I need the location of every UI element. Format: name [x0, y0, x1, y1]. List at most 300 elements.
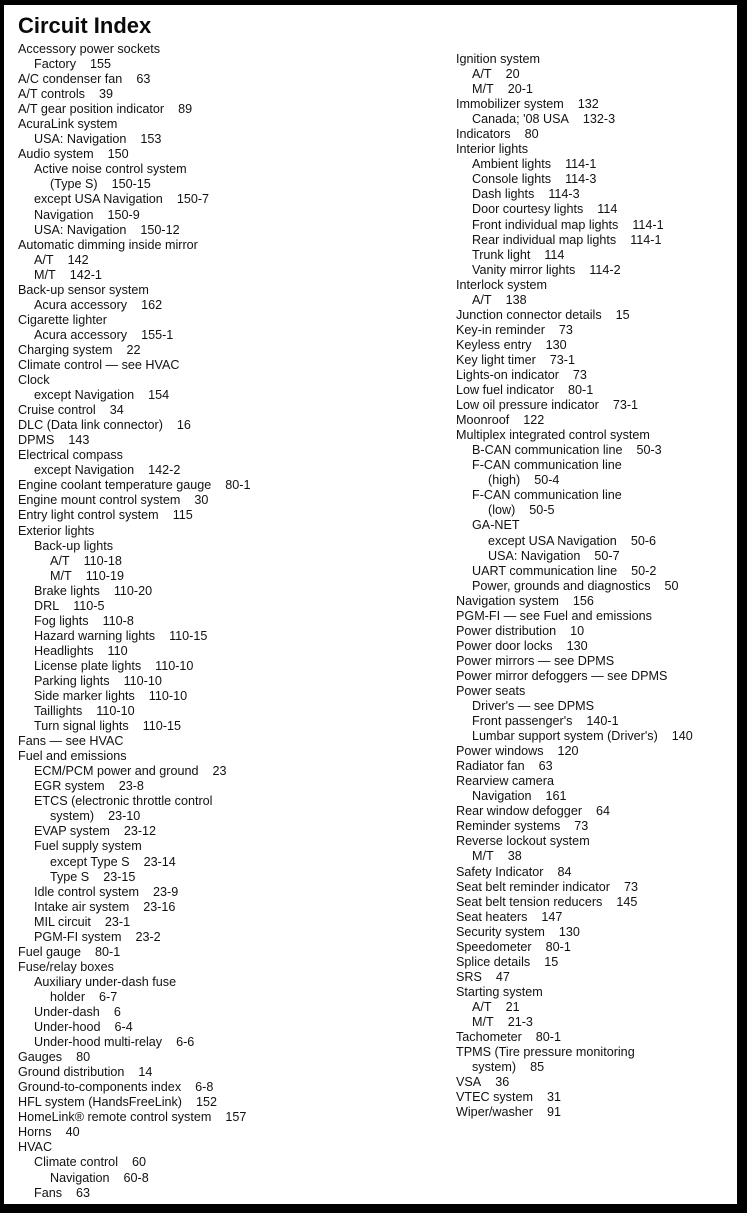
- index-entry: [18, 373, 438, 388]
- entry-text: Climate control — see HVAC: [18, 357, 180, 372]
- index-entry: [456, 624, 736, 639]
- entry-page-number: 120: [557, 744, 579, 759]
- index-entry: [18, 1125, 438, 1140]
- entry-text: except USA Navigation: [488, 533, 617, 548]
- entry-text: Canada; '08 USA: [472, 112, 569, 127]
- entry-text: Interior lights: [456, 142, 529, 157]
- entry-text: (low): [488, 503, 516, 518]
- entry-text: Idle control system: [34, 884, 139, 899]
- entry-text: Under-hood: [34, 1020, 101, 1035]
- index-entry: [18, 779, 438, 794]
- entry-text: VSA: [456, 1075, 482, 1090]
- entry-text: Lights-on indicator: [456, 367, 559, 382]
- entry-text: Low oil pressure indicator: [456, 398, 599, 413]
- entry-page-number: 10: [570, 623, 585, 638]
- index-entry: [18, 1095, 438, 1110]
- index-entry: [456, 579, 736, 594]
- entry-page-number: 73: [558, 322, 573, 337]
- index-entry: [456, 218, 736, 233]
- entry-page-number: 145: [616, 894, 638, 909]
- entry-text: Power mirror defoggers — see DPMS: [456, 668, 668, 683]
- entry-text: SRS: [456, 969, 482, 984]
- entry-page-number: 63: [76, 1185, 91, 1200]
- entry-page-number: 140: [671, 729, 693, 744]
- index-entry: [456, 1105, 736, 1120]
- index-entry: [18, 960, 438, 975]
- entry-text: Fog lights: [34, 613, 89, 628]
- entry-text: system): [50, 809, 95, 824]
- entry-text: UART communication line: [472, 563, 618, 578]
- entry-text: TPMS (Tire pressure monitoring: [456, 1045, 635, 1060]
- index-entry: [18, 1050, 438, 1065]
- index-entry: [18, 870, 438, 885]
- entry-text: Navigation system: [456, 593, 559, 608]
- index-entry: [18, 72, 438, 87]
- index-entry: [18, 57, 438, 72]
- entry-text: Side marker lights: [34, 689, 135, 704]
- index-entry: [18, 117, 438, 132]
- entry-text: USA: Navigation: [488, 548, 581, 563]
- entry-text: Door courtesy lights: [472, 202, 584, 217]
- entry-page-number: 154: [148, 388, 170, 403]
- entry-page-number: 20-1: [507, 82, 533, 97]
- entry-page-number: 110-10: [123, 673, 162, 688]
- entry-page-number: 147: [541, 909, 563, 924]
- entry-page-number: 110-10: [96, 704, 135, 719]
- entry-page-number: 130: [545, 337, 567, 352]
- index-entry: [456, 323, 736, 338]
- entry-text: Turn signal lights: [34, 719, 129, 734]
- index-entry: [18, 719, 438, 734]
- entry-text: A/T gear position indicator: [18, 102, 165, 117]
- index-entry: [456, 1030, 736, 1045]
- index-entry: [18, 1110, 438, 1125]
- entry-page-number: 110-15: [142, 719, 182, 734]
- entry-page-number: 73-1: [612, 398, 639, 413]
- index-entry: [18, 177, 438, 192]
- entry-text: ECM/PCM power and ground: [34, 764, 199, 779]
- entry-text: Intake air system: [34, 899, 130, 914]
- index-entry: [456, 609, 736, 624]
- entry-page-number: 14: [138, 1065, 153, 1080]
- index-entry: [18, 358, 438, 373]
- entry-text: F-CAN communication line: [472, 458, 622, 473]
- entry-page-number: 80: [524, 127, 539, 142]
- entry-text: B-CAN communication line: [472, 443, 623, 458]
- entry-page-number: 152: [196, 1095, 218, 1110]
- index-entry: [456, 338, 736, 353]
- entry-text: M/T: [50, 568, 72, 583]
- index-entry: [18, 42, 438, 57]
- entry-text: EGR system: [34, 779, 105, 794]
- entry-text: A/T: [472, 292, 492, 307]
- index-entry: [456, 865, 736, 880]
- entry-text: Power seats: [456, 683, 526, 698]
- entry-text: Cigarette lighter: [18, 312, 107, 327]
- entry-page-number: 73: [624, 879, 639, 894]
- index-entry: [456, 52, 736, 67]
- index-entry: [18, 749, 438, 764]
- index-entry: [456, 819, 736, 834]
- index-entry: [18, 283, 438, 298]
- entry-text: Wiper/washer: [456, 1105, 533, 1120]
- index-entry: [456, 1075, 736, 1090]
- entry-text: Moonroof: [456, 413, 510, 428]
- entry-page-number: 114-2: [589, 262, 621, 277]
- entry-text: Fuel and emissions: [18, 749, 127, 764]
- entry-page-number: 80: [76, 1050, 91, 1065]
- index-entry: [456, 654, 736, 669]
- entry-text: DRL: [34, 598, 60, 613]
- entry-page-number: 50-5: [529, 503, 555, 518]
- entry-page-number: 155-1: [141, 327, 174, 342]
- entry-page-number: 30: [194, 493, 209, 508]
- index-entry: [18, 659, 438, 674]
- entry-page-number: 20: [505, 67, 520, 82]
- index-entry: [18, 1080, 438, 1095]
- entry-page-number: 23-12: [123, 824, 157, 839]
- entry-page-number: 23-15: [103, 869, 136, 884]
- entry-text: DLC (Data link connector): [18, 418, 163, 433]
- index-entry: [18, 900, 438, 915]
- index-entry: [18, 1155, 438, 1170]
- index-entry: [18, 343, 438, 358]
- entry-page-number: 80-1: [95, 944, 121, 959]
- entry-page-number: 150-15: [111, 177, 151, 192]
- entry-page-number: 23-2: [135, 929, 161, 944]
- entry-text: except Navigation: [34, 463, 135, 478]
- entry-page-number: 60: [132, 1155, 147, 1170]
- entry-page-number: 34: [109, 403, 124, 418]
- entry-text: Acura accessory: [34, 327, 128, 342]
- entry-text: (high): [488, 473, 521, 488]
- index-entry: [456, 564, 736, 579]
- index-entry: [456, 187, 736, 202]
- entry-text: Electrical compass: [18, 448, 123, 463]
- entry-text: Navigation: [34, 207, 94, 222]
- index-entry: [18, 253, 438, 268]
- entry-page-number: 110-8: [102, 613, 134, 628]
- entry-page-number: 85: [530, 1060, 545, 1075]
- index-entry: [456, 383, 736, 398]
- entry-page-number: 23-8: [118, 779, 144, 794]
- entry-text: Taillights: [34, 704, 83, 719]
- entry-text: Power distribution: [456, 623, 557, 638]
- entry-text: Acura accessory: [34, 297, 128, 312]
- index-entry: [456, 278, 736, 293]
- entry-text: Starting system: [456, 984, 543, 999]
- entry-text: Interlock system: [456, 277, 547, 292]
- index-entry: [18, 418, 438, 433]
- entry-page-number: 6-4: [114, 1020, 133, 1035]
- index-entry: [456, 534, 736, 549]
- index-entry: [456, 97, 736, 112]
- entry-page-number: 23-10: [108, 809, 141, 824]
- entry-text: Safety Indicator: [456, 864, 544, 879]
- entry-page-number: 15: [615, 307, 630, 322]
- right-index-column: [456, 52, 736, 1120]
- entry-page-number: 80-1: [535, 1030, 562, 1045]
- entry-text: EVAP system: [34, 824, 110, 839]
- index-entry: [18, 554, 438, 569]
- index-entry: [456, 142, 736, 157]
- index-entry: [18, 569, 438, 584]
- entry-page-number: 110-19: [85, 568, 124, 583]
- entry-page-number: 110-15: [169, 628, 208, 643]
- entry-page-number: 23-16: [143, 899, 176, 914]
- index-entry: [456, 413, 736, 428]
- entry-text: Junction connector details: [456, 307, 602, 322]
- index-entry: [456, 518, 736, 533]
- entry-text: Rearview camera: [456, 774, 554, 789]
- entry-text: Hazard warning lights: [34, 628, 156, 643]
- index-entry: [456, 895, 736, 910]
- entry-text: Accessory power sockets: [18, 42, 161, 56]
- index-entry: [18, 644, 438, 659]
- entry-text: License plate lights: [34, 658, 142, 673]
- entry-text: Fans — see HVAC: [18, 734, 124, 749]
- entry-text: Ambient lights: [472, 157, 552, 172]
- entry-text: Reverse lockout system: [456, 834, 590, 849]
- entry-text: A/C condenser fan: [18, 72, 123, 87]
- entry-text: Reminder systems: [456, 819, 561, 834]
- entry-page-number: 114: [544, 247, 565, 262]
- entry-text: except Type S: [50, 854, 130, 869]
- entry-text: Horns: [18, 1125, 52, 1140]
- entry-text: Immobilizer system: [456, 97, 564, 112]
- index-entry: [456, 699, 736, 714]
- entry-page-number: 140-1: [586, 714, 619, 729]
- index-entry: [456, 880, 736, 895]
- entry-text: Key-in reminder: [456, 322, 545, 337]
- entry-text: Engine mount control system: [18, 493, 181, 508]
- index-entry: [456, 549, 736, 564]
- entry-page-number: 15: [544, 954, 559, 969]
- entry-text: AcuraLink system: [18, 117, 118, 132]
- entry-text: Radiator fan: [456, 759, 525, 774]
- entry-page-number: 50: [664, 578, 679, 593]
- entry-page-number: 64: [596, 804, 611, 819]
- entry-page-number: 80-1: [568, 383, 594, 398]
- entry-text: Factory: [34, 57, 76, 72]
- entry-page-number: 153: [140, 132, 162, 147]
- index-entry: [18, 539, 438, 554]
- entry-page-number: 36: [495, 1075, 510, 1090]
- entry-page-number: 22: [126, 342, 141, 357]
- index-entry: [18, 388, 438, 403]
- entry-page-number: 21-3: [507, 1015, 533, 1029]
- entry-text: DPMS: [18, 433, 55, 448]
- index-entry: [456, 428, 736, 443]
- index-entry: [18, 599, 438, 614]
- entry-page-number: 6-7: [99, 989, 118, 1004]
- index-entry: [18, 403, 438, 418]
- entry-page-number: 138: [505, 292, 527, 307]
- index-entry: [456, 849, 736, 864]
- index-entry: [18, 313, 438, 328]
- entry-page-number: 130: [566, 638, 588, 653]
- entry-page-number: 150: [107, 147, 129, 162]
- entry-page-number: 31: [546, 1090, 561, 1105]
- entry-page-number: 114: [597, 202, 618, 217]
- entry-page-number: 110: [107, 643, 128, 658]
- entry-page-number: 16: [176, 418, 191, 433]
- index-page: [4, 5, 737, 1204]
- index-entry: [18, 87, 438, 102]
- entry-page-number: 47: [495, 969, 510, 984]
- index-entry: [456, 353, 736, 368]
- entry-text: Exterior lights: [18, 523, 95, 538]
- entry-text: A/T controls: [18, 87, 85, 102]
- index-entry: [456, 172, 736, 187]
- entry-text: Rear individual map lights: [472, 232, 617, 247]
- entry-text: M/T: [34, 267, 56, 282]
- index-entry: [456, 293, 736, 308]
- index-entry: [18, 629, 438, 644]
- index-entry: [18, 839, 438, 854]
- index-entry: [18, 192, 438, 207]
- entry-text: Speedometer: [456, 939, 532, 954]
- entry-page-number: 80-1: [225, 478, 251, 493]
- index-entry: [456, 774, 736, 789]
- index-entry: [456, 248, 736, 263]
- index-entry: [456, 1045, 736, 1060]
- entry-text: Multiplex integrated control system: [456, 428, 650, 443]
- entry-text: except USA Navigation: [34, 192, 163, 207]
- entry-text: except Navigation: [34, 388, 135, 403]
- entry-text: Gauges: [18, 1050, 63, 1065]
- entry-page-number: 38: [507, 849, 522, 864]
- entry-text: Tachometer: [456, 1030, 522, 1045]
- index-entry: [456, 1000, 736, 1015]
- entry-page-number: 50-6: [630, 533, 657, 548]
- entry-text: Console lights: [472, 172, 552, 187]
- index-entry: [456, 443, 736, 458]
- index-entry: [456, 714, 736, 729]
- index-entry: [456, 368, 736, 383]
- index-entry: [456, 458, 736, 473]
- entry-page-number: 6-6: [176, 1035, 195, 1050]
- entry-text: Automatic dimming inside mirror: [18, 237, 198, 252]
- entry-page-number: 150-7: [176, 192, 210, 207]
- index-entry: [18, 930, 438, 945]
- entry-page-number: 50-3: [636, 443, 662, 458]
- index-entry: [18, 584, 438, 599]
- entry-text: A/T: [472, 67, 492, 82]
- index-entry: [18, 238, 438, 253]
- entry-page-number: 73: [572, 367, 587, 382]
- entry-page-number: 155: [90, 57, 112, 72]
- index-entry: [18, 1065, 438, 1080]
- entry-page-number: 50-7: [594, 548, 620, 563]
- entry-page-number: 157: [225, 1110, 247, 1125]
- entry-page-number: 156: [572, 593, 594, 608]
- entry-text: Fuse/relay boxes: [18, 959, 114, 974]
- entry-page-number: 115: [172, 508, 193, 523]
- index-entry: [456, 744, 736, 759]
- entry-text: Fuel supply system: [34, 839, 142, 854]
- index-entry: [18, 809, 438, 824]
- entry-page-number: 132: [577, 97, 599, 112]
- index-entry: [456, 1015, 736, 1030]
- index-entry: [18, 689, 438, 704]
- entry-page-number: 21: [505, 999, 520, 1014]
- index-entry: [456, 1090, 736, 1105]
- index-entry: [18, 1020, 438, 1035]
- index-entry: [18, 824, 438, 839]
- entry-text: Clock: [18, 373, 50, 388]
- entry-text: M/T: [472, 1015, 494, 1029]
- index-entry: [18, 1035, 438, 1050]
- entry-text: HVAC: [18, 1140, 53, 1155]
- entry-text: Power, grounds and diagnostics: [472, 578, 651, 593]
- entry-text: Entry light control system: [18, 508, 159, 523]
- entry-text: F-CAN communication line: [472, 488, 622, 503]
- index-entry: [18, 1186, 438, 1201]
- entry-text: Splice details: [456, 954, 531, 969]
- index-entry: [18, 508, 438, 523]
- entry-text: VTEC system: [456, 1090, 533, 1105]
- index-entry: [18, 162, 438, 177]
- entry-text: Back-up lights: [34, 538, 114, 553]
- entry-text: Ignition system: [456, 52, 540, 66]
- index-entry: [18, 208, 438, 223]
- entry-text: A/T: [50, 553, 70, 568]
- index-entry: [18, 1005, 438, 1020]
- entry-text: Audio system: [18, 147, 94, 162]
- entry-page-number: 50-2: [631, 563, 657, 578]
- index-entry: [456, 910, 736, 925]
- index-entry: [18, 945, 438, 960]
- entry-text: Charging system: [18, 342, 113, 357]
- entry-page-number: 143: [68, 433, 90, 448]
- entry-page-number: 63: [538, 759, 553, 774]
- entry-page-number: 114-1: [630, 232, 662, 247]
- entry-page-number: 23-14: [143, 854, 176, 869]
- index-entry: [456, 970, 736, 985]
- entry-page-number: 114-1: [632, 217, 664, 232]
- index-entry: [456, 488, 736, 503]
- index-entry: [456, 594, 736, 609]
- index-entry: [18, 704, 438, 719]
- entry-text: USA: Navigation: [34, 222, 127, 237]
- index-entry: [18, 223, 438, 238]
- entry-text: PGM-FI system: [34, 929, 122, 944]
- index-entry: [18, 734, 438, 749]
- index-entry: [18, 1171, 438, 1186]
- entry-text: Under-hood multi-relay: [34, 1035, 163, 1050]
- entry-text: Back-up sensor system: [18, 282, 149, 297]
- entry-page-number: 142-1: [69, 267, 102, 282]
- entry-text: Navigation: [50, 1170, 110, 1185]
- entry-text: system): [472, 1060, 517, 1075]
- index-entry: [18, 132, 438, 147]
- entry-page-number: 150-9: [107, 207, 140, 222]
- index-entry: [456, 639, 736, 654]
- entry-text: PGM-FI — see Fuel and emissions: [456, 608, 652, 623]
- index-entry: [456, 398, 736, 413]
- entry-text: Navigation: [472, 789, 532, 804]
- entry-page-number: 60-8: [123, 1170, 149, 1185]
- index-entry: [456, 263, 736, 278]
- index-entry: [456, 233, 736, 248]
- entry-text: Ground distribution: [18, 1065, 125, 1080]
- index-entry: [456, 127, 736, 142]
- index-entry: [18, 493, 438, 508]
- entry-text: M/T: [472, 82, 494, 97]
- entry-page-number: 23: [212, 764, 227, 779]
- entry-text: MIL circuit: [34, 914, 91, 929]
